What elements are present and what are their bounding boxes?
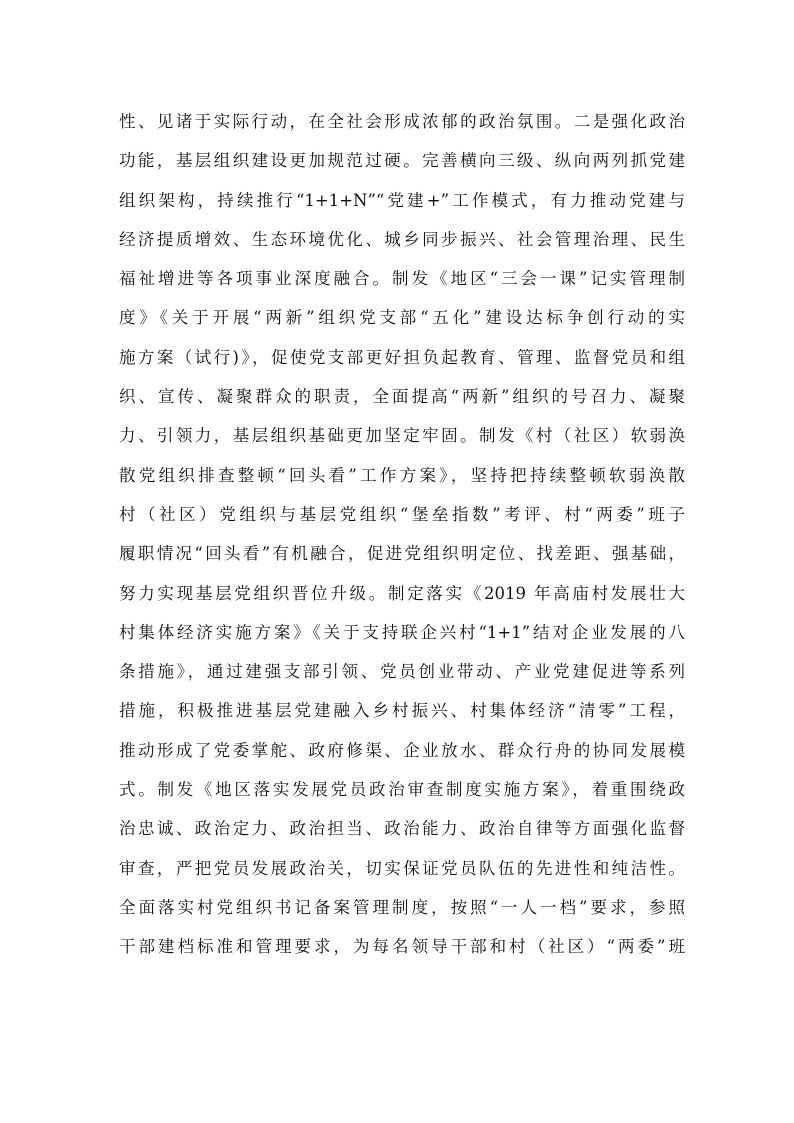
- text-line: 经济提质增效、生态环境优化、城乡同步振兴、社会管理治理、民生: [119, 229, 685, 249]
- text-line: 式。制发《地区落实发展党员政治审查制度实施方案》，着重围绕政: [119, 780, 685, 800]
- text-line: 审查，严把党员发展政治关，切实保证党员队伍的先进性和纯洁性。: [119, 858, 685, 878]
- text-line: 全面落实村党组织书记备案管理制度，按照“一人一档”要求，参照: [119, 897, 685, 917]
- text-line: 履职情况“回头看”有机融合，促进党组织明定位、找差距、强基础，: [119, 544, 685, 564]
- text-line: 组织架构，持续推行“1+1+N”“党建+”工作模式，有力推动党建与: [119, 190, 685, 210]
- text-line: 散党组织排查整顿“回头看”工作方案》，坚持把持续整顿软弱涣散: [119, 465, 685, 485]
- text-line: 村集体经济实施方案》《关于支持联企兴村“1+1”结对企业发展的八: [119, 622, 685, 642]
- text-line: 村（社区）党组织与基层党组织“堡垒指数”考评、村“两委”班子: [119, 504, 685, 524]
- text-line: 福祉增进等各项事业深度融合。制发《地区“三会一课”记实管理制: [119, 269, 685, 289]
- text-line: 织、宣传、凝聚群众的职责，全面提高“两新”组织的号召力、凝聚: [119, 387, 685, 407]
- text-line: 治忠诚、政治定力、政治担当、政治能力、政治自律等方面强化监督: [119, 819, 685, 839]
- text-line: 功能，基层组织建设更加规范过硬。完善横向三级、纵向两列抓党建: [119, 151, 685, 171]
- text-line: 推动形成了党委掌舵、政府修渠、企业放水、群众行舟的协同发展模: [119, 740, 685, 760]
- text-line: 施方案（试行)》，促使党支部更好担负起教育、管理、监督党员和组: [119, 347, 685, 367]
- body-text: [119, 102, 685, 967]
- text-line: 措施，积极推进基层党建融入乡村振兴、村集体经济“清零”工程，: [119, 701, 685, 721]
- text-line: 条措施》，通过建强支部引领、党员创业带动、产业党建促进等系列: [119, 662, 685, 682]
- text-line: 努力实现基层党组织晋位升级。制定落实《2019 年高庙村发展壮大: [119, 583, 685, 603]
- text-line: 干部建档标准和管理要求，为每名领导干部和村（社区）“两委”班: [119, 937, 685, 957]
- text-line: 性、见诸于实际行动，在全社会形成浓郁的政治氛围。二是强化政治: [119, 112, 685, 131]
- text-line: 力、引领力，基层组织基础更加坚定牢固。制发《村（社区）软弱涣: [119, 426, 685, 446]
- text-line: 度》《关于开展“两新”组织党支部“五化”建设达标争创行动的实: [119, 308, 685, 328]
